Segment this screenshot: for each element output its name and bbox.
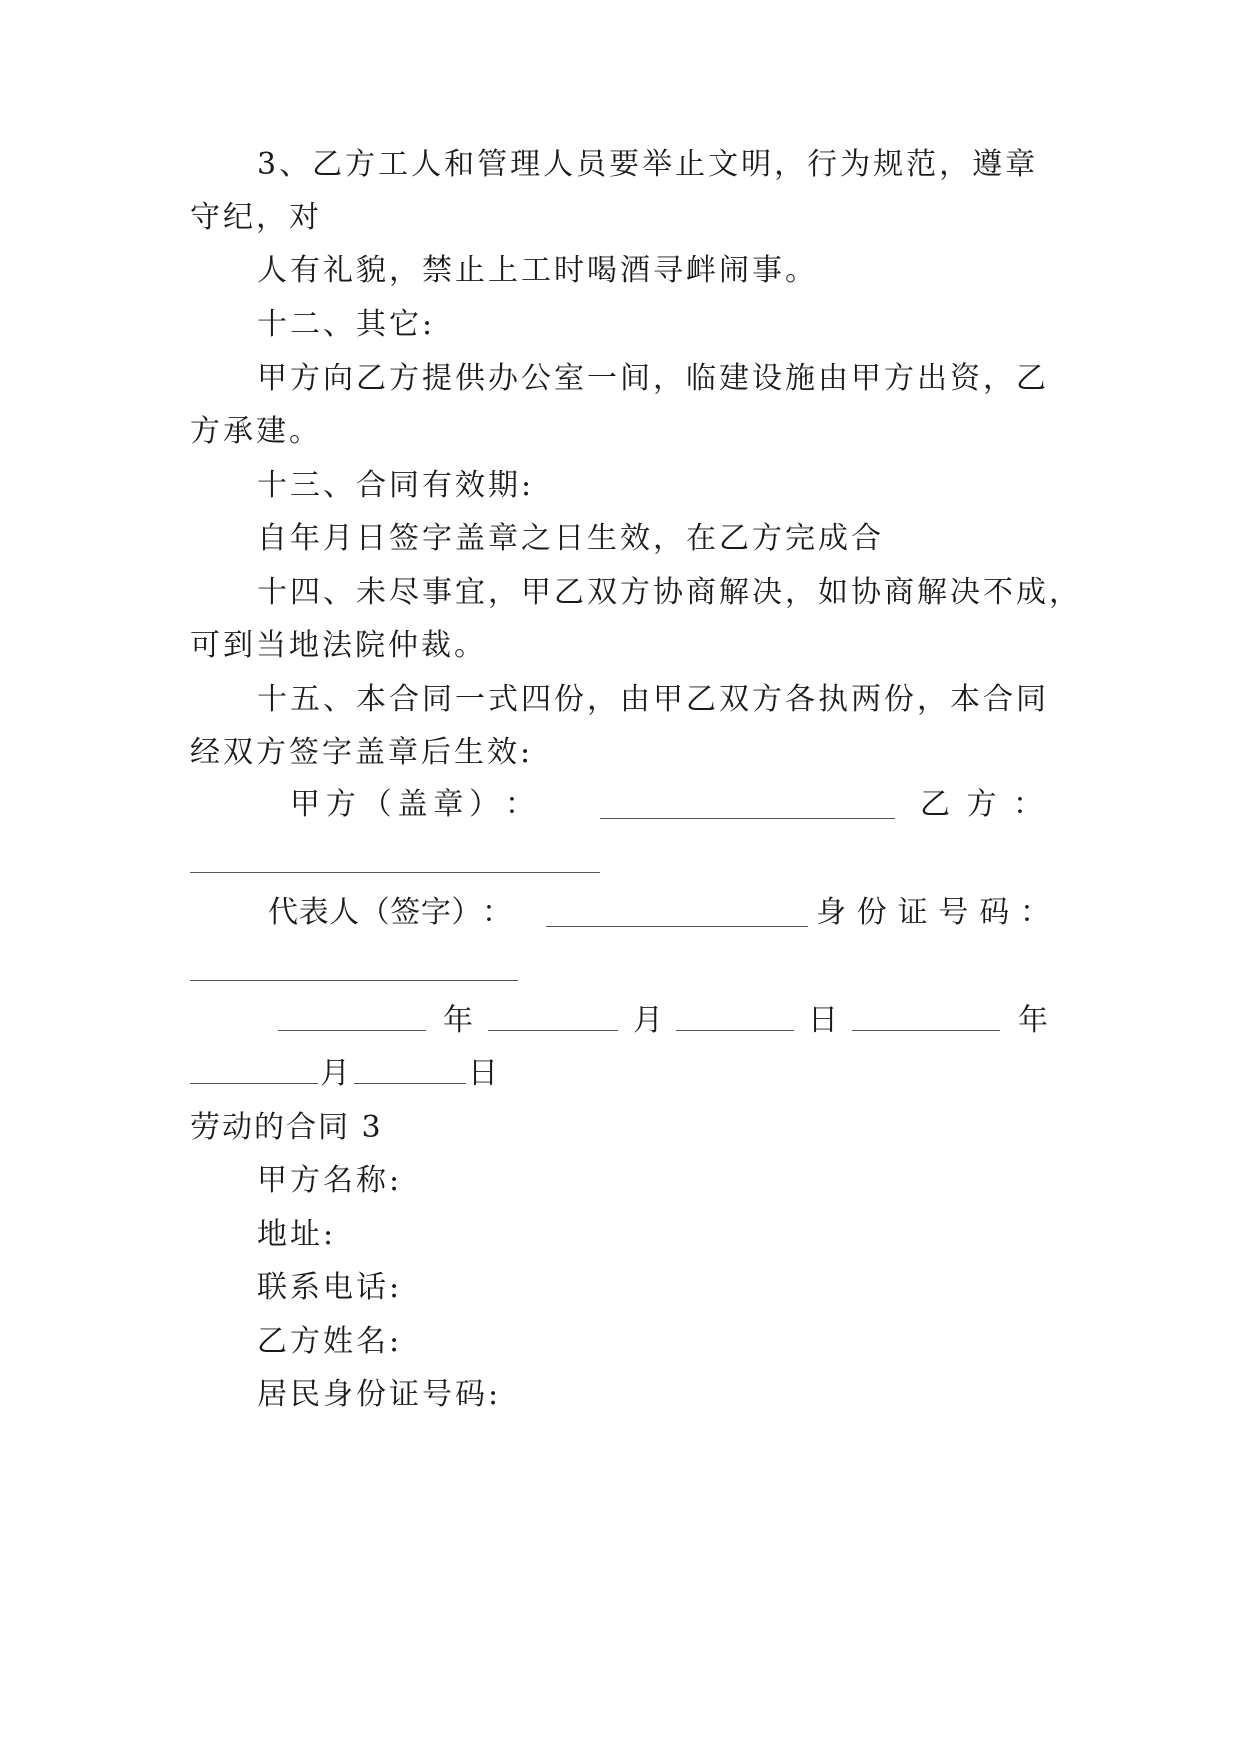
- section15-line2: 经双方签字盖章后生效:: [190, 735, 534, 770]
- section14-line1: 十四、未尽事宜，甲乙双方协商解决，如协商解决不成，: [257, 575, 1082, 610]
- id-number-field: 居民身份证号码:: [257, 1377, 502, 1412]
- id-number-blank[interactable]: [190, 980, 518, 981]
- section14-line2: 可到当地法院仲裁。: [190, 628, 487, 663]
- date-b-year-label: 年: [1018, 1003, 1048, 1038]
- date-b-day-label: 日: [468, 1056, 498, 1091]
- date-a-year-label: 年: [443, 1003, 473, 1038]
- date-a-day-blank[interactable]: [676, 1029, 794, 1031]
- party-b-name-field: 乙方姓名:: [257, 1324, 403, 1359]
- item3-line3: 人有礼貌，禁止上工时喝酒寻衅闹事。: [257, 253, 818, 288]
- section13-line1: 自年月日签字盖章之日生效，在乙方完成合: [257, 521, 884, 556]
- date-b-month-label: 月: [320, 1056, 350, 1091]
- section13-heading: 十三、合同有效期:: [257, 468, 535, 503]
- address-field: 地址:: [257, 1217, 337, 1252]
- id-number-label: 身 份 证 号 码 ：: [816, 895, 1050, 930]
- item3-line2: 守纪，对: [190, 200, 322, 235]
- representative-label: 代 表 人 （ 签 字 ） ：: [268, 895, 512, 930]
- date-a-month-blank[interactable]: [488, 1029, 618, 1031]
- date-b-month-blank[interactable]: [190, 1082, 318, 1084]
- section12-line2: 方承建。: [190, 414, 322, 449]
- date-a-day-label: 日: [808, 1003, 838, 1038]
- party-a-seal-blank[interactable]: [600, 818, 895, 819]
- party-b-seal-blank[interactable]: [190, 872, 600, 873]
- section12-line1: 甲方向乙方提供办公室一间，临建设施由甲方出资，乙: [257, 361, 1049, 396]
- phone-field: 联系电话:: [257, 1270, 403, 1305]
- date-b-day-blank[interactable]: [354, 1082, 466, 1084]
- section15-line1: 十五、本合同一式四份，由甲乙双方各执两份，本合同: [257, 682, 1049, 717]
- date-a-year-blank[interactable]: [278, 1029, 426, 1031]
- party-a-name-field: 甲方名称:: [257, 1163, 403, 1198]
- contract3-title: 劳动的合同 3: [190, 1110, 383, 1145]
- party-b-label: 乙 方 ：: [920, 787, 1043, 822]
- section12-heading: 十二、其它:: [257, 307, 436, 342]
- item3-line1: 3、乙方工人和管理人员要举止文明，行为规范，遵章: [257, 147, 1039, 182]
- party-a-label: 甲 方 （ 盖 章 ） ：: [290, 787, 535, 822]
- date-b-year-blank[interactable]: [852, 1029, 1000, 1031]
- representative-signature-blank[interactable]: [546, 926, 808, 927]
- date-a-month-label: 月: [633, 1003, 663, 1038]
